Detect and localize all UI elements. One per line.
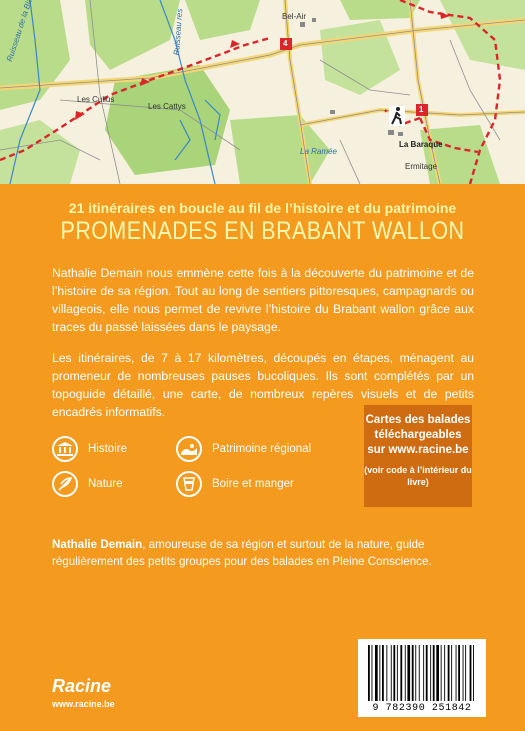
download-info-note: (voir code à l’intérieur du livre) [364, 465, 472, 487]
description-paragraph-1: Nathalie Demain nous emmène cette fois à la découverte du patrimoine et de l’histoire de sa région. Tout au long de sentiers pittoresques, campagnards ou villageois, elle nous permet de revivre l’histoire du Brabant wallon grâce aux traces du passé laissées dans le paysage. [52, 266, 474, 334]
legend-nature [52, 471, 123, 497]
map-label-ermitage: Ermitage [405, 162, 438, 171]
map-label-les-cullus: Les Cullus [77, 95, 115, 104]
legend-histoire [52, 436, 127, 462]
map-label-la-ramee: La Ramée [300, 147, 337, 156]
map-label-la-baraque: La Baraque [399, 140, 443, 149]
drink-icon [176, 471, 202, 497]
legend-patrimoine [176, 436, 311, 462]
map-label-ruisseau-res: Ruisseau res [172, 8, 185, 56]
step-marker-4: 4 [283, 39, 288, 48]
museum-icon [52, 436, 78, 462]
publisher-logo: Racine [52, 676, 112, 696]
legend-label-boire: Boire et manger [212, 478, 294, 490]
book-title: PROMENADES EN BRABANT WALLON [60, 217, 465, 245]
author-name: Nathalie Demain [52, 538, 143, 551]
landscape-icon [176, 436, 202, 462]
isbn-barcode [358, 639, 486, 717]
subtitle: 21 itinéraires en boucle au fil de l’histoire et du patrimoine [68, 200, 457, 216]
map-label-les-cattys: Les Cattys [148, 102, 186, 111]
download-info-text: Cartes des balades téléchargeables sur www.racine.be [365, 414, 471, 456]
legend-label-nature: Nature [88, 478, 123, 490]
route-map [0, 0, 525, 184]
map-label-bel-air: Bel-Air [282, 12, 307, 21]
isbn-number: 9 782390 251842 [372, 703, 472, 714]
leaf-icon [52, 471, 78, 497]
step-marker-1: 1 [419, 105, 424, 114]
legend-label-histoire: Histoire [88, 443, 127, 455]
publisher-url: www.racine.be [52, 699, 115, 709]
legend-boire [176, 471, 294, 497]
hiker-icon [389, 106, 405, 126]
author-bio [52, 536, 482, 570]
author-bio-text: , amoureuse de sa région et surtout de la nature, guide régulièrement des petits groupes pour des balades en Pleine Conscience. [52, 538, 432, 568]
description-paragraph-2: Les itinéraires, de 7 à 17 kilomètres, découpés en étapes, ménagent au promeneur de nombreuses pauses bucoliques. Ils sont complétés par un topoguide détaillé, une carte, de nombreux repères visuels et de petits encadrés informatifs. [52, 351, 474, 419]
download-info-box [364, 405, 472, 507]
legend-label-patrimoine: Patrimoine régional [212, 443, 312, 455]
cover-text-area [0, 184, 525, 731]
